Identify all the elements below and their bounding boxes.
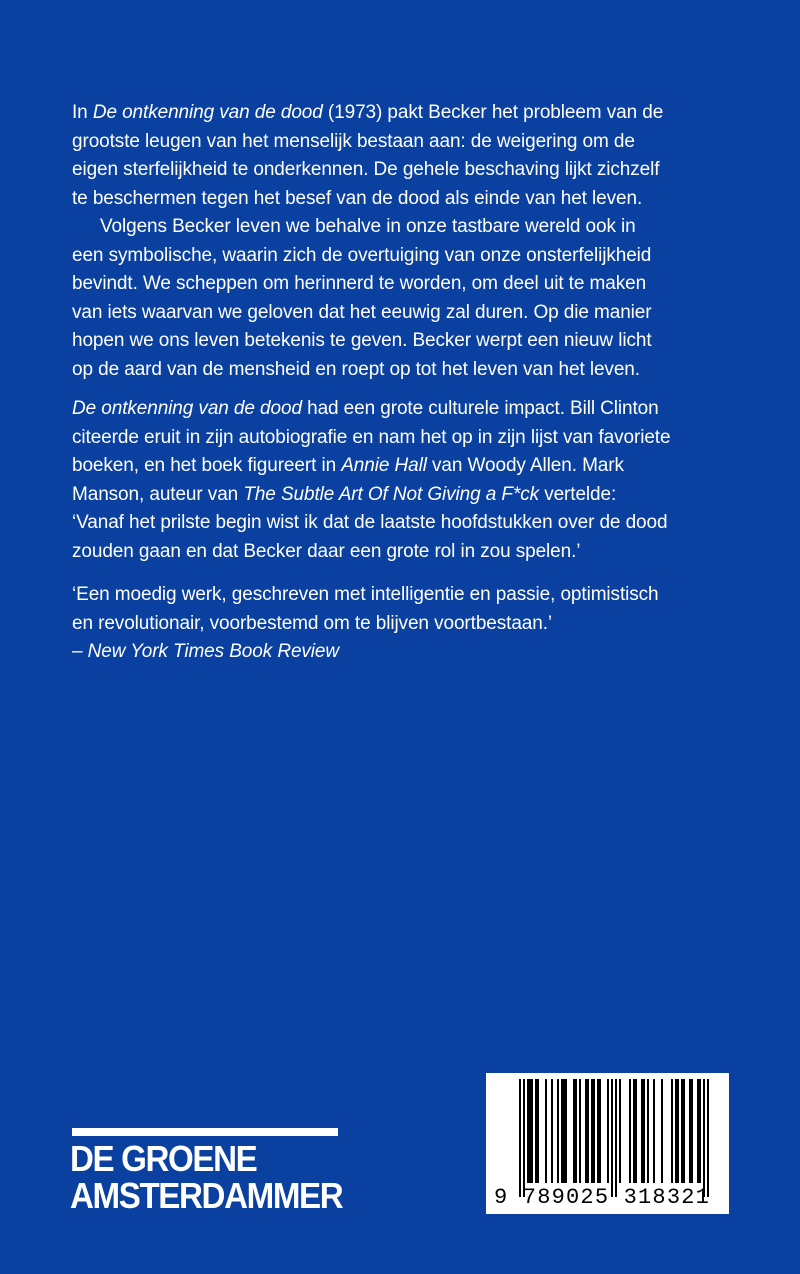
barcode-bar	[689, 1079, 693, 1183]
other-book-title-italic: The Subtle Art Of Not Giving a F*ck	[243, 483, 540, 505]
barcode-bar	[523, 1079, 525, 1197]
film-title-italic: Annie Hall	[341, 455, 427, 476]
barcode-bar	[641, 1079, 645, 1183]
blurb-paragraph-1	[72, 99, 672, 213]
impact-section	[72, 395, 672, 566]
quote-dash: –	[72, 641, 88, 662]
paragraph1-text: (1973) pakt Becker het probleem van de grootste leugen van het menselijk bestaan aan: de weigering om de eigen sterfelijkheid te onderkennen. De gehele beschaving lijkt zichzelf te beschermen tegen het besef van de dood als einde van het leven.	[72, 102, 664, 209]
paragraph1-prefix: In	[72, 102, 93, 123]
publisher-logo-rule	[72, 1128, 338, 1136]
barcode-bar	[585, 1079, 589, 1183]
blurb-section	[72, 99, 672, 384]
barcode-bar	[703, 1079, 705, 1197]
barcode-bar	[619, 1079, 621, 1183]
barcode-bar	[653, 1079, 655, 1183]
barcode-bar	[527, 1079, 533, 1183]
isbn-number: 9 789025 318321	[494, 1185, 711, 1210]
barcode-bar	[615, 1079, 617, 1197]
isbn-barcode	[486, 1073, 729, 1214]
publisher-logo-line-2: AMSTERDAMMER	[70, 1175, 343, 1216]
barcode-bar	[597, 1079, 601, 1183]
barcode-bar	[535, 1079, 539, 1183]
review-quote	[72, 581, 672, 667]
barcode-bar	[707, 1079, 709, 1197]
impact-text-3: vertelde: ‘Vanaf het prilste begin wist ik dat de laatste hoofdstukken over de dood zouden gaan en dat Becker daar een grote rol in zou spelen.’	[72, 483, 668, 562]
barcode-bar	[661, 1079, 663, 1183]
barcode-bar	[611, 1079, 613, 1197]
publisher-logo	[70, 1140, 342, 1214]
barcode-bar	[671, 1079, 673, 1183]
book-title-italic: De ontkenning van de dood	[92, 102, 323, 123]
barcode-bar	[681, 1079, 685, 1183]
barcode-bar	[647, 1079, 649, 1183]
barcode-bar	[697, 1079, 701, 1183]
blurb-paragraph-2: Volgens Becker leven we behalve in onze tastbare wereld ook in een symbolische, waarin zich de overtuiging van onze onsterfelijkheid bevindt. We scheppen om herinnerd te worden, om deel uit te maken van iets waarvan we geloven dat het eeuwig zal duren. Op die manier hopen we ons leven betekenis te geven. Becker werpt een nieuw licht op de aard van de mensheid en roept op tot het leven van het leven.	[72, 216, 652, 380]
quote-text: ‘Een moedig werk, geschreven met intelligentie en passie, optimistisch en revolutionair, voorbestemd om te blijven voortbestaan.’	[72, 584, 659, 634]
barcode-bar	[561, 1079, 567, 1183]
impact-text-1: had een grote culturele impact. Bill Clinton citeerde eruit in zijn autobiografie en nam het op in zijn lijst van favoriete boeken, en het boek figureert in	[72, 398, 671, 476]
barcode-bar	[551, 1079, 553, 1183]
barcode-bar	[591, 1079, 595, 1183]
barcode-bar	[519, 1079, 521, 1197]
publisher-logo-line-1: DE GROENE	[70, 1138, 257, 1179]
impact-paragraph	[72, 395, 672, 566]
quote-source: New York Times Book Review	[87, 641, 340, 662]
barcode-bar	[629, 1079, 631, 1183]
book-title-italic: De ontkenning van de dood	[72, 398, 302, 419]
barcode-bar	[633, 1079, 637, 1183]
quote-attribution	[72, 638, 672, 667]
barcode-bar	[607, 1079, 609, 1183]
barcode-bar	[675, 1079, 679, 1183]
barcode-bar	[557, 1079, 559, 1183]
barcode-bar	[545, 1079, 547, 1183]
barcode-bar	[573, 1079, 577, 1183]
impact-text-2: van Woody Allen. Mark Manson, auteur van	[72, 455, 624, 505]
barcode-bar	[579, 1079, 581, 1183]
